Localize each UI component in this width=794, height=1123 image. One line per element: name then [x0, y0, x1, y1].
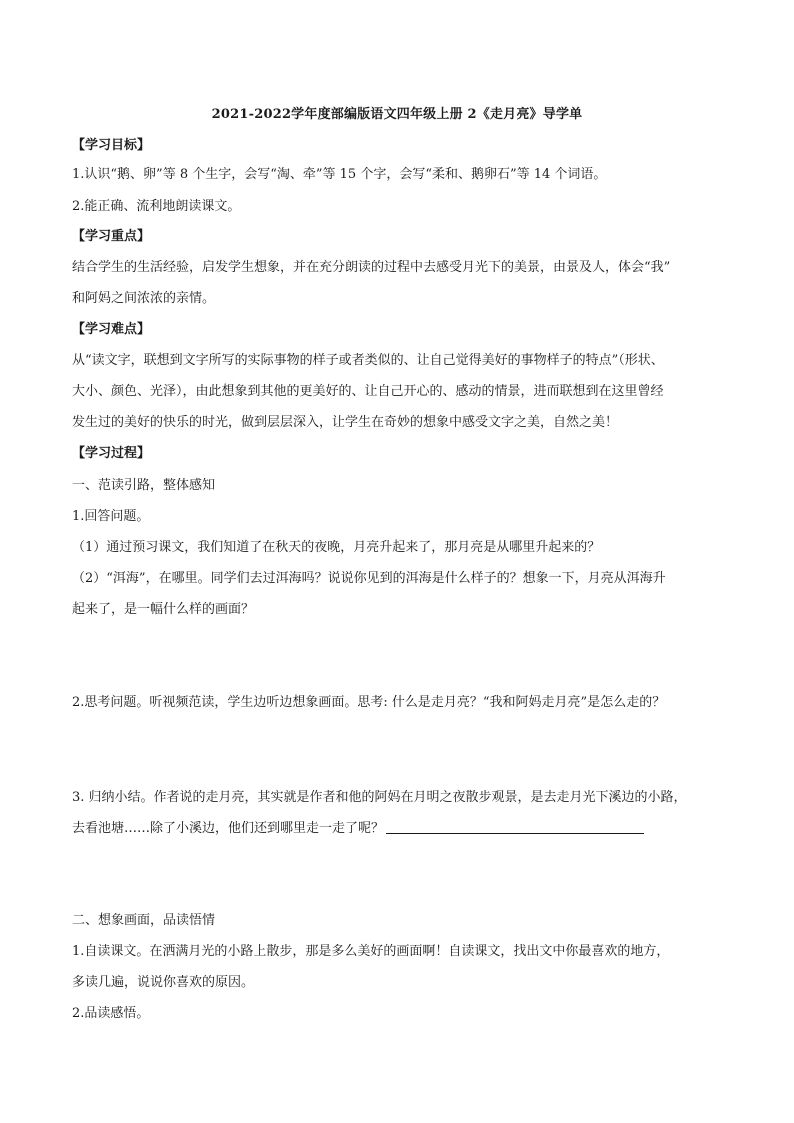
difficulty-line-3: 发生过的美好的快乐的时光，做到层层深入，让学生在奇妙的想象中感受文字之美，自然之美！ [72, 415, 619, 430]
key-points-heading: 【学习重点】 [72, 229, 151, 244]
question-2: 2.思考问题。听视频范读，学生边听边想象画面。思考: 什么是走月亮？“我和阿妈走月亮”是怎么走的？ [72, 695, 666, 710]
question-1: 1.回答问题。 [72, 509, 150, 524]
question-3-text: 去看池塘……除了小溪边，他们还到哪里走一走了呢？ [72, 821, 385, 836]
key-points-line-1: 结合学生的生活经验，启发学生想象，并在充分朗读的过程中去感受月光下的美景，由景及人，体会“我” [72, 260, 671, 275]
difficulty-line-2: 大小、颜色、光泽），由此想象到其他的更美好的、让自己开心的、感动的情景，进而联想到在这里曾经 [72, 384, 664, 399]
question-1-sub-2-line-1: （2）“洱海”，在哪里。同学们去过洱海吗？说说你见到的洱海是什么样子的？想象一下，月亮从洱海升 [72, 571, 666, 586]
answer-blank [386, 820, 644, 834]
difficulty-line-1: 从“读文字，联想到文字所写的实际事物的样子或者类似的、让自己觉得美好的事物样子的特点”（形状、 [72, 353, 664, 368]
part-two-item-2: 2.品读感悟。 [72, 1006, 150, 1021]
key-points-line-2: 和阿妈之间浓浓的亲情。 [72, 291, 216, 306]
question-1-sub-2-line-2: 起来了，是一幅什么样的画面？ [72, 602, 255, 617]
goals-heading: 【学习目标】 [72, 138, 151, 153]
process-heading: 【学习过程】 [72, 446, 151, 461]
question-1-sub-1: （1）通过预习课文，我们知道了在秋天的夜晚，月亮升起来了，那月亮是从哪里升起来的？ [72, 540, 601, 555]
page-title: 2021-2022学年度部编版语文四年级上册 2《走月亮》导学单 [211, 107, 583, 122]
difficulty-heading: 【学习难点】 [72, 322, 151, 337]
question-3-line-2 [72, 819, 727, 839]
part-two-item-1-line-1: 1.自读课文。在洒满月光的小路上散步，那是多么美好的画面啊！自读课文，找出文中你最喜欢的地方， [72, 944, 670, 959]
part-one-title: 一、范读引路，整体感知 [72, 478, 216, 493]
goal-item-2: 2.能正确、流利地朗读课文。 [72, 199, 241, 214]
part-two-title: 二、想象画面，品读悟情 [72, 913, 216, 928]
question-3-line-1: 3. 归纳小结。作者说的走月亮，其实就是作者和他的阿妈在月明之夜散步观景，是去走月光下溪边的小路， [72, 790, 687, 805]
part-two-item-1-line-2: 多读几遍，说说你喜欢的原因。 [72, 975, 255, 990]
goal-item-1: 1.认识“鹅、卵”等 8 个生字，会写“淘、牵”等 15 个字，会写“柔和、鹅卵石”等 14 个词语。 [72, 167, 607, 182]
